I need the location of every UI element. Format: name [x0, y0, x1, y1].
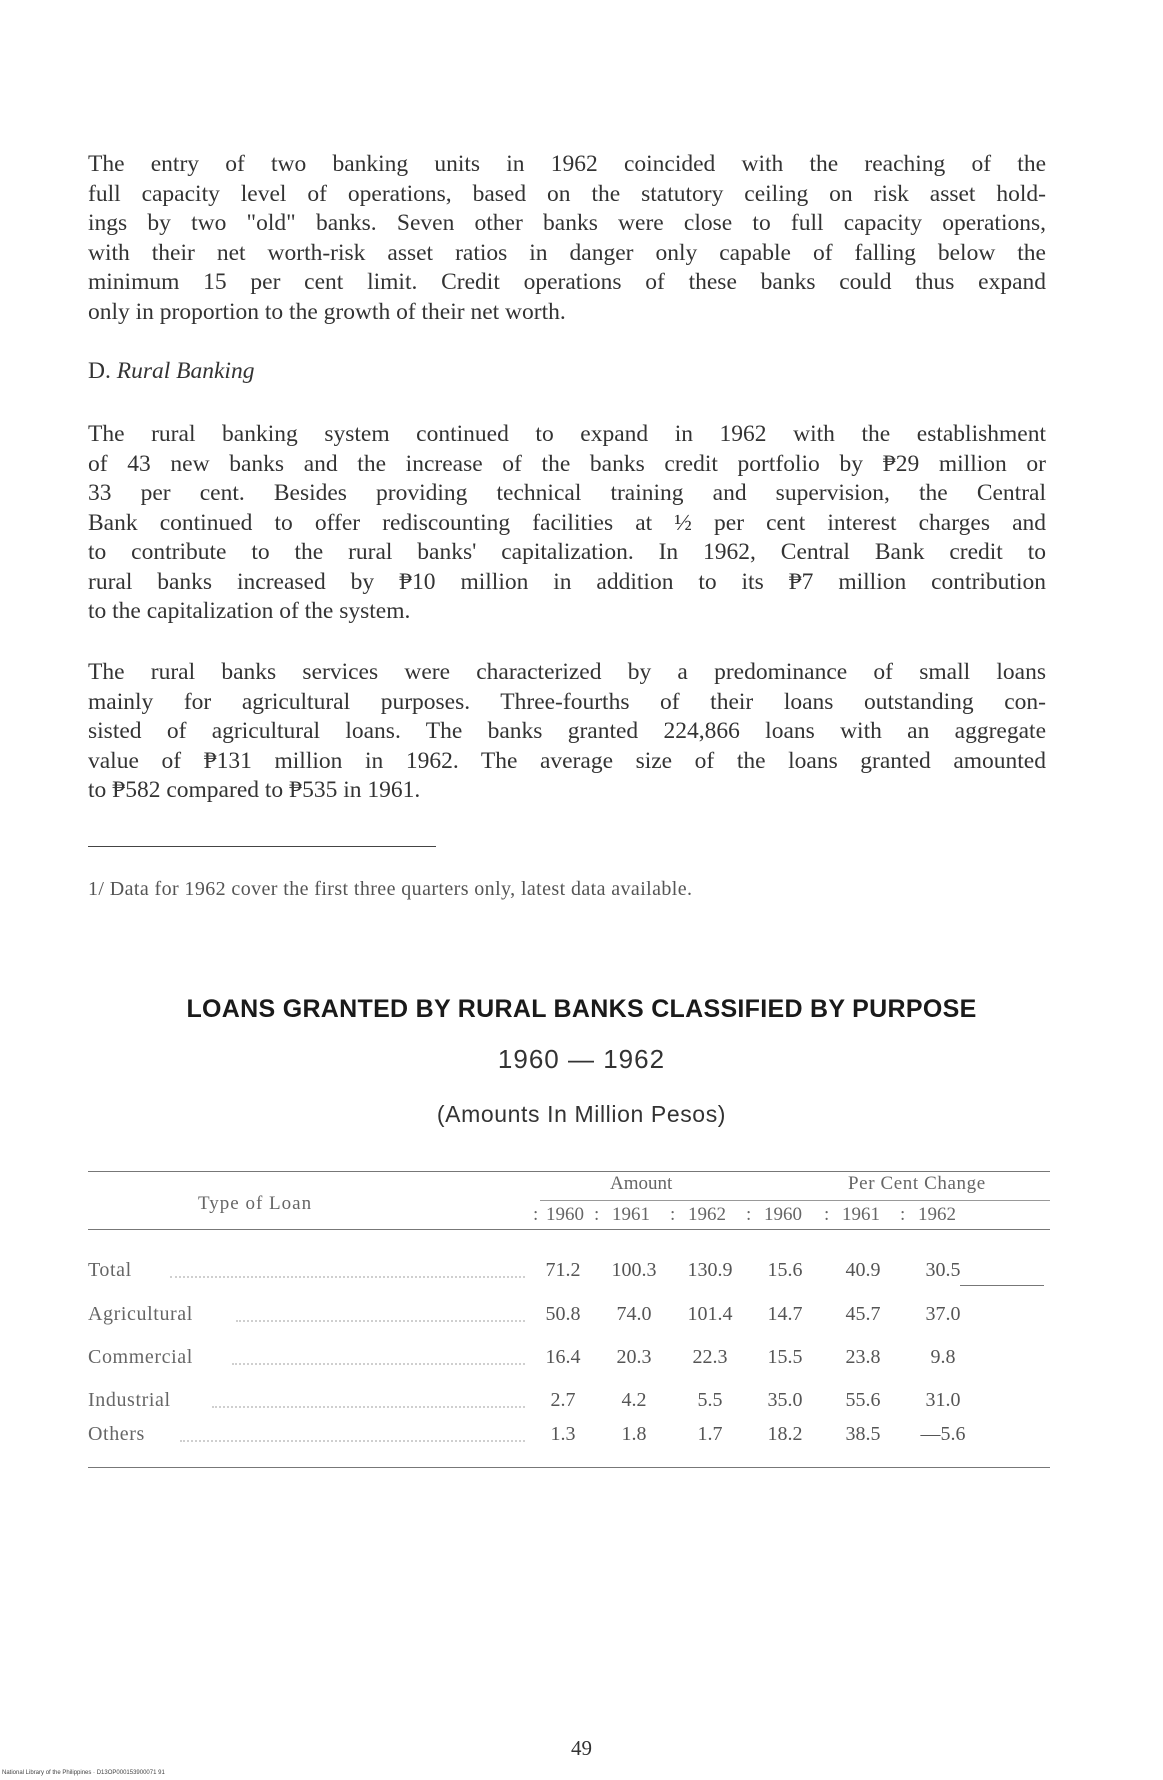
table-cell: 22.3 [692, 1346, 728, 1368]
text-line: to ₱582 compared to ₱535 in 1961. [88, 777, 421, 803]
leader-dots [180, 1440, 525, 1442]
table-cell: 9.8 [930, 1346, 956, 1368]
header-separator: : [746, 1204, 752, 1225]
column-header-year: 1961 [612, 1204, 650, 1225]
section-title: Rural Banking [116, 358, 255, 384]
text-line: only in proportion to the growth of their net worth. [88, 298, 566, 325]
footnote: 1/ Data for 1962 cover the first three quarters only, latest data available. [88, 878, 693, 900]
total-underline [960, 1285, 1044, 1286]
column-header-type: Type of Loan [198, 1193, 313, 1214]
table-years: 1960 — 1962 [497, 1044, 666, 1074]
table-cell: 55.6 [845, 1389, 881, 1411]
row-label-total: Total [88, 1259, 132, 1281]
text-line: The entry of two banking units in 1962 coincided with the reaching of the [88, 151, 1046, 177]
text-line: mainly for agricultural purposes. Three-fourths of their loans outstanding con- [88, 688, 1046, 715]
table-cell: 74.0 [616, 1303, 652, 1325]
table-cell: 15.5 [767, 1346, 803, 1368]
group-header-amount: Amount [610, 1173, 673, 1194]
paragraph-2 [88, 420, 1046, 627]
group-header-change: Per Cent Change [848, 1173, 986, 1194]
text-line: 33 per cent. Besides providing technical training and supervision, the Central [88, 480, 1046, 506]
table-cell: 30.5 [925, 1259, 961, 1281]
table-cell: 101.4 [687, 1303, 733, 1325]
text-line: The rural banks services were characterized by a predominance of small loans [88, 659, 1046, 685]
leader-dots [232, 1363, 525, 1365]
table-units: (Amounts In Million Pesos) [436, 1101, 727, 1127]
table-subheader-rule [540, 1200, 1050, 1201]
table-title: LOANS GRANTED BY RURAL BANKS CLASSIFIED BY PURPOSE [186, 995, 977, 1023]
table-cell: 40.9 [845, 1259, 881, 1281]
text-line: minimum 15 per cent limit. Credit operations of these banks could thus expand [88, 269, 1046, 295]
table-cell: 38.5 [845, 1423, 881, 1445]
header-separator: : [594, 1204, 600, 1225]
table-cell: 1.3 [550, 1423, 576, 1445]
header-separator: : [670, 1204, 676, 1225]
column-header-year: 1962 [918, 1204, 956, 1225]
section-heading [88, 358, 254, 385]
table-cell: 20.3 [616, 1346, 652, 1368]
row-label-industrial: Industrial [88, 1389, 171, 1411]
table-cell: 50.8 [545, 1303, 581, 1325]
table-header-bottom-rule [88, 1229, 1050, 1230]
page-number: 49 [571, 1736, 592, 1760]
header-separator: : [900, 1204, 906, 1225]
text-line: to contribute to the rural banks' capitalization. In 1962, Central Bank credit to [88, 539, 1046, 565]
table-cell: 18.2 [767, 1423, 803, 1445]
table-cell: 14.7 [767, 1303, 803, 1325]
table-cell: 1.8 [621, 1423, 647, 1445]
table-cell: 100.3 [611, 1259, 657, 1281]
row-label-others: Others [88, 1423, 145, 1445]
library-stamp: National Library of the Philippines · D13OP000153900071 91 [2, 1770, 165, 1776]
table-cell: —5.6 [920, 1423, 966, 1445]
text-line: with their net worth-risk asset ratios in danger only capable of falling below the [88, 239, 1046, 266]
table-cell: 5.5 [697, 1389, 723, 1411]
text-line: rural banks increased by ₱10 million in addition to its ₱7 million contribution [88, 568, 1046, 595]
table-cell: 71.2 [545, 1259, 581, 1281]
text-line: ings by two "old" banks. Seven other banks were close to full capacity operations, [88, 210, 1046, 236]
table-cell: 31.0 [925, 1389, 961, 1411]
leader-dots [170, 1276, 525, 1278]
text-line: to the capitalization of the system. [88, 598, 411, 624]
table-bottom-rule [88, 1467, 1050, 1468]
column-header-year: 1962 [688, 1204, 726, 1225]
header-separator: : [533, 1204, 539, 1225]
table-cell: 2.7 [550, 1389, 576, 1411]
paragraph-1 [88, 150, 1046, 327]
table-cell: 45.7 [845, 1303, 881, 1325]
leader-dots [212, 1406, 525, 1408]
table-cell: 1.7 [697, 1423, 723, 1445]
table-cell: 37.0 [925, 1303, 961, 1325]
row-label-commercial: Commercial [88, 1346, 193, 1368]
table-cell: 35.0 [767, 1389, 803, 1411]
text-line: The rural banking system continued to expand in 1962 with the establishment [88, 421, 1046, 447]
text-line: full capacity level of operations, based on the statutory ceiling on risk asset hold- [88, 180, 1046, 207]
header-separator: : [824, 1204, 830, 1225]
table-cell: 16.4 [545, 1346, 581, 1368]
text-line: of 43 new banks and the increase of the banks credit portfolio by ₱29 million or [88, 450, 1046, 477]
column-header-year: 1960 [546, 1204, 584, 1225]
footnote-rule [88, 846, 436, 847]
row-label-agricultural: Agricultural [88, 1303, 193, 1325]
table-cell: 130.9 [687, 1259, 733, 1281]
column-header-year: 1960 [764, 1204, 802, 1225]
text-line: value of ₱131 million in 1962. The average size of the loans granted amounted [88, 747, 1046, 774]
table-cell: 23.8 [845, 1346, 881, 1368]
text-line: Bank continued to offer rediscounting facilities at ½ per cent interest charges and [88, 509, 1046, 536]
table-cell: 4.2 [621, 1389, 647, 1411]
table-top-rule [88, 1171, 1050, 1172]
column-header-year: 1961 [842, 1204, 880, 1225]
table-cell: 15.6 [767, 1259, 803, 1281]
leader-dots [236, 1320, 525, 1322]
text-line: sisted of agricultural loans. The banks granted 224,866 loans with an aggregate [88, 718, 1046, 744]
paragraph-3 [88, 658, 1046, 806]
section-letter: D. [88, 358, 111, 384]
